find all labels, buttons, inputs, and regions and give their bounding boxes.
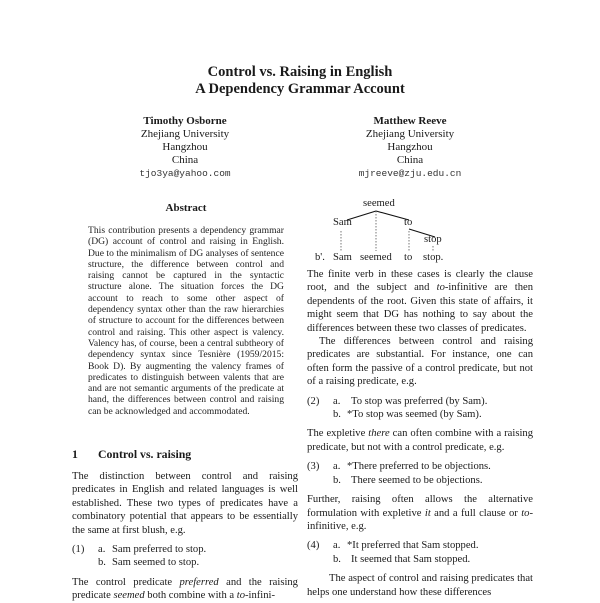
tree-word: stop. [423,252,444,263]
section-heading [72,447,191,462]
tree-node-subject: Sam [333,217,352,228]
author-city: Hangzhou [162,141,208,153]
author-affiliation: Zhejiang University [365,128,455,140]
paper-title-line2: A Dependency Grammar Account [195,81,405,97]
paper-title-line1: Control vs. Raising in English [207,64,393,80]
expletive-there-paragraph: The expletive there can often combine with a raising predicate, but not with a control predicate, e.g. [307,428,533,453]
example-sentence: It seemed that Sam stopped. [351,553,471,565]
dependency-tree-diagram [315,198,455,268]
example-sentence: Sam seemed to stop. [112,557,200,569]
intro-paragraph: The distinction between control and raising predicates in English and related languages is well established. These two types of predicates have a combinatory potential that appears to be essentially the same at first blush, e.g. [72,471,298,536]
example-sentence: *There preferred to be objections. [347,461,491,473]
author-name: Timothy Osborne [143,115,227,127]
aspect-paragraph: The aspect of control and raising predicates that helps one understand how these differences [307,573,533,598]
tree-word: Sam [333,252,352,263]
tree-word: seemed [360,252,392,263]
tree-node-stop: stop [424,234,442,245]
example-number: (1) [72,544,85,556]
author-block-1 [85,115,285,181]
example-sentence: Sam preferred to stop. [112,544,207,556]
author-country: China [171,154,199,166]
tree-word: to [404,252,413,263]
example-sentence: There seemed to be objections. [351,474,483,486]
tree-example-label: b'. [315,252,325,263]
example-sentence: *To stop was seemed (by Sam). [347,409,482,421]
author-block-2 [310,115,510,181]
example-label: a. [98,544,106,556]
example-label: a. [333,395,341,407]
section-title: Control vs. raising [98,447,192,461]
author-city: Hangzhou [387,141,433,153]
abstract-heading: Abstract [165,202,207,214]
example-sentence: To stop was preferred (by Sam). [351,395,488,407]
author-name: Matthew Reeve [373,115,447,127]
root-paragraph: The finite verb in these cases is clearly the clause root, and the subject and to-infinitive are then dependents of the root. Given this state of affairs, it might seem that DG has nothing to say about the differences between these two classes of predicates. [307,269,533,334]
example-label: b. [333,409,341,421]
tree-node-to: to [404,217,413,228]
example-number: (4) [307,540,320,552]
example-number: (2) [307,395,320,407]
tree-node-root: seemed [363,198,395,209]
example-1 [72,543,298,570]
example-label: a. [333,461,341,473]
author-affiliation: Zhejiang University [140,128,230,140]
example-label: b. [98,557,106,569]
example-label: b. [333,553,341,565]
expletive-it-paragraph: Further, raising often allows the alternative formulation with expletive it and a full clause or to-infinitive, e.g. [307,494,533,532]
example-3 [307,460,533,487]
example-4 [307,539,533,566]
control-paragraph: The control predicate preferred and the raising predicate seemed both combine with a to-infini- [72,576,298,602]
differences-paragraph: The differences between control and raising predicates are substantial. For instance, one can often form the passive of a control predicate, but not of a raising predicate, e.g. [307,336,533,388]
example-label: a. [333,540,341,552]
author-email[interactable]: mjreeve@zju.edu.cn [358,168,462,179]
example-sentence: *It preferred that Sam stopped. [347,540,479,552]
right-column [307,268,533,599]
section-number: 1 [72,447,78,461]
example-2 [307,395,533,422]
author-email[interactable]: tjo3ya@yahoo.com [139,168,231,179]
example-label: b. [333,474,341,486]
left-column [72,470,298,603]
example-number: (3) [307,461,320,473]
abstract-text: This contribution presents a dependency grammar (DG) account of control and raising in English. Due to the minimalism of DG analyses of sentence structure, the difference between control and raising cannot be captured in the syntactic structure alone. The situation forces the DG account to reach to some other aspect of dependency syntax other than the raw hierarchies of structure to account for the differences between control and raising. This other aspect is valency. Valency has, of course, been a central subtheory of dependency syntax since Tesnière (1959/2015: Book D). By augmenting the valency frames of predicates to distinguish between valents that are and are not semantic arguments of the predicate at hand, the differences between control and raising can be acknowledged and accommodated. [88,225,284,417]
author-country: China [396,154,424,166]
